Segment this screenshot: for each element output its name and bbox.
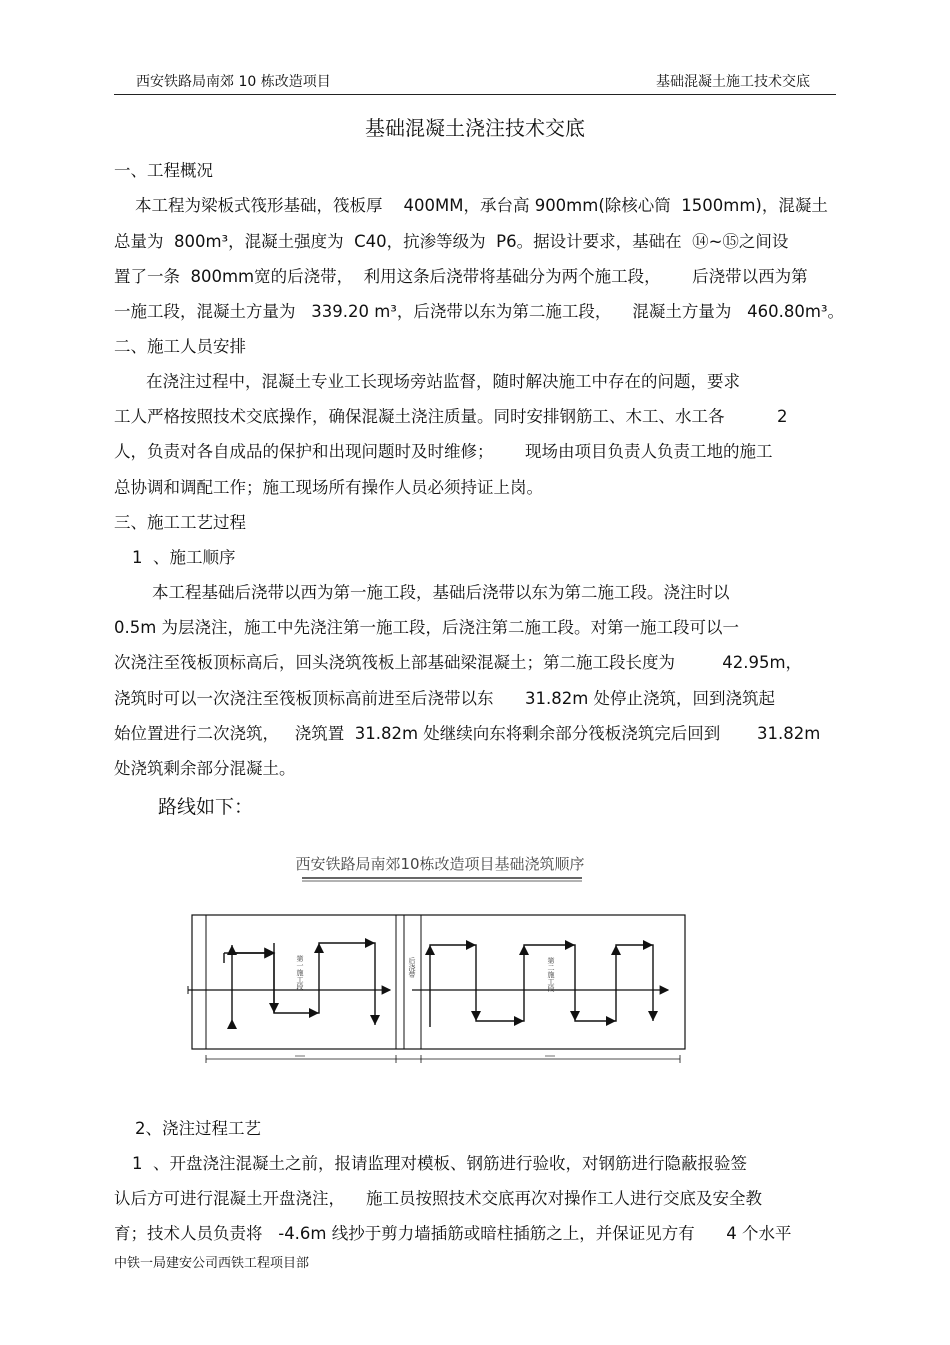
paragraph-line: 始位置进行二次浇筑， 浇筑置 31.82m 处继续向东将剩余部分筏板浇筑完后回到 31.82m [114, 724, 821, 743]
paragraph-line: 一施工段，混凝土方量为 339.20 m³，后浇带以东为第二施工段， 混凝土方量为 460.80m³。 [114, 302, 845, 321]
paragraph-line: 人，负责对各自成品的保护和出现问题时及时维修； 现场由项目负责人负责工地的施工 [114, 442, 773, 461]
paragraph-line: 认后方可进行混凝土开盘浇注， 施工员按照技术交底再次对操作工人进行交底及安全教 [114, 1189, 762, 1208]
section-heading: 二、施工人员安排 [114, 337, 246, 356]
paragraph-line: 总量为 800m³，混凝土强度为 C40，抗渗等级为 P6。据设计要求，基础在 ⑭~⑮之间设 [114, 232, 789, 251]
paragraph-line: 在浇注过程中，混凝土专业工长现场旁站监督，随时解决施工中存在的问题，要求 [146, 372, 740, 391]
subsection-heading: 2、浇注过程工艺 [135, 1119, 261, 1138]
paragraph-line: 育；技术人员负责将 -4.6m 线抄于剪力墙插筋或暗柱插筋之上，并保证见方有 4 个水平 [114, 1224, 792, 1243]
paragraph-line: 浇筑时可以一次浇注至筏板顶标高前进至后浇带以东 31.82m 处停止浇筑，回到浇筑起 [114, 689, 776, 708]
section-heading: 三、施工工艺过程 [114, 513, 246, 532]
paragraph-line: 置了一条 800mm宽的后浇带， 利用这条后浇带将基础分为两个施工段， 后浇带以西为第 [114, 267, 808, 286]
footer-text: 中铁一局建安公司西铁工程项目部 [114, 1256, 310, 1271]
paragraph-line: 本工程为梁板式筏形基础，筏板厚 400MM，承台高 900mm(除核心筒 1500mm)，混凝土 [135, 196, 828, 215]
label-second-section: 第二施工段 [547, 957, 555, 992]
paragraph-line: 工人严格按照技术交底操作，确保混凝土浇注质量。同时安排钢筋工、木工、水工各 2 [114, 407, 788, 426]
label-first-section: 第一施工段 [296, 955, 304, 990]
paragraph-line: 次浇注至筏板顶标高后，回头浇筑筏板上部基础梁混凝土；第二施工段长度为 42.95m， [114, 653, 803, 672]
header-rule [114, 94, 836, 95]
header-right: 基础混凝土施工技术交底 [656, 74, 810, 90]
route-label: 路线如下： [158, 796, 254, 818]
paragraph-line: 处浇筑剩余部分混凝土。 [114, 759, 296, 778]
paragraph-line: 本工程基础后浇带以西为第一施工段，基础后浇带以东为第二施工段。浇注时以 [152, 583, 730, 602]
paragraph-line: 0.5m 为层浇注，施工中先浇注第一施工段，后浇注第二施工段。对第一施工段可以一 [114, 618, 740, 637]
document-title: 基础混凝土浇注技术交底 [365, 116, 585, 140]
section-heading: 一、工程概况 [114, 161, 213, 180]
pour-sequence-diagram [180, 845, 700, 1080]
label-post-pour-band: 后浇带 [408, 957, 416, 978]
pour-route-second-section [430, 945, 653, 1027]
paragraph-line: 1 、开盘浇注混凝土之前，报请监理对模板、钢筋进行验收，对钢筋进行隐蔽报验签 [132, 1154, 747, 1173]
paragraph-line: 总协调和调配工作；施工现场所有操作人员必须持证上岗。 [114, 478, 543, 497]
diagram-title: 西安铁路局南郊10栋改造项目基础浇筑顺序 [295, 855, 585, 873]
subsection-heading: 1 、施工顺序 [132, 548, 236, 567]
foundation-outline [192, 915, 685, 1049]
header-left: 西安铁路局南郊 10 栋改造项目 [136, 74, 331, 90]
